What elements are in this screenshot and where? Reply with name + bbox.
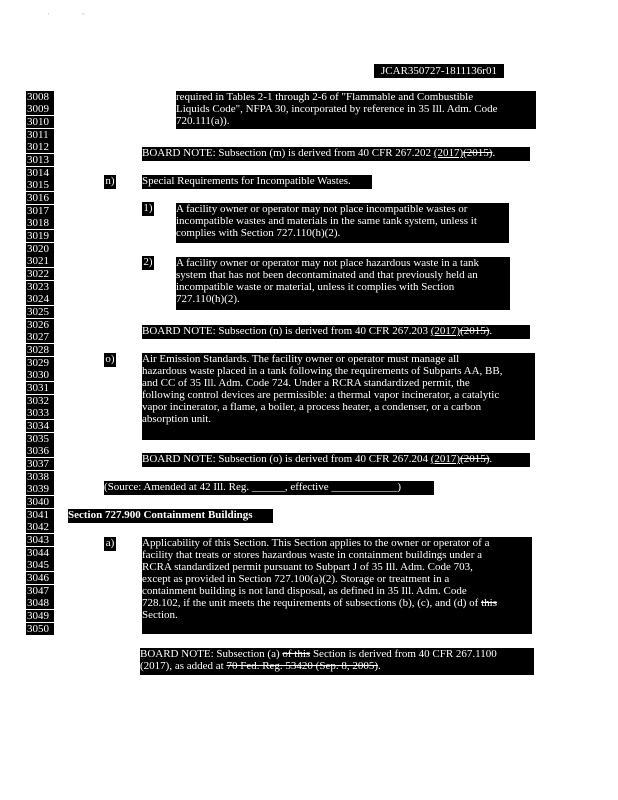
line-number: 3014 <box>26 167 54 179</box>
text-line <box>140 648 534 660</box>
text-line: and CC of 35 Ill. Adm. Code 724. Under a RCRA standardized permit, the <box>142 377 470 389</box>
scan-speck: " <box>82 12 85 20</box>
subsection-label-a: a) <box>105 537 115 549</box>
subsection-label-n2: 2) <box>143 256 153 268</box>
line-number: 3031 <box>26 382 54 394</box>
note-text: . <box>489 453 493 465</box>
note-text: Section is derived from 40 CFR 267.1100 <box>310 648 497 660</box>
line-number: 3042 <box>26 521 54 533</box>
line-number: 3029 <box>26 357 54 369</box>
line-number: 3015 <box>26 179 54 191</box>
line-number: 3017 <box>26 205 54 217</box>
note-text: BOARD NOTE: Subsection (n) is derived from 40 CFR 267.203 <box>142 325 431 337</box>
text-line: incompatible wastes and materials in the same tank system, unless it <box>176 215 477 227</box>
inserted-text: (2017) <box>430 325 461 337</box>
text-line: except as provided in Section 727.100(a)(2). Storage or treatment in a <box>142 573 450 585</box>
line-number: 3045 <box>26 559 54 571</box>
text-line: containment building is not land disposal, as defined in 35 Ill. Adm. Code <box>142 585 467 597</box>
note-text: . <box>492 147 496 159</box>
line-number: 3049 <box>26 610 54 622</box>
line-number: 3024 <box>26 293 54 305</box>
line-number: 3038 <box>26 471 54 483</box>
line-number: 3026 <box>26 319 54 331</box>
line-number: 3028 <box>26 344 54 356</box>
text-line: absorption unit. <box>142 413 212 425</box>
line-number: 3032 <box>26 395 54 407</box>
line-number: 3011 <box>26 129 54 141</box>
line-number: 3019 <box>26 230 54 242</box>
deleted-text: (2015) <box>460 325 490 337</box>
subsection-n2-text <box>176 257 510 310</box>
text-line: following control devices are permissible: a thermal vapor incinerator, a catalytic <box>142 389 500 401</box>
text-line: required in Tables 2-1 through 2-6 of "Flammable and Combustible <box>176 91 474 103</box>
line-number: 3020 <box>26 243 54 255</box>
line-number: 3037 <box>26 458 54 470</box>
line-number: 3016 <box>26 192 54 204</box>
line-number: 3040 <box>26 496 54 508</box>
subsection-label-n: n) <box>105 175 115 187</box>
deleted-text: 70 Fed. Reg. 53420 (Sep. 8, 2005) <box>226 660 378 672</box>
line-number: 3027 <box>26 331 54 343</box>
line-number: 3018 <box>26 217 54 229</box>
line-number: 3009 <box>26 103 54 115</box>
text-line <box>140 660 534 672</box>
line-number: 3010 <box>26 116 54 128</box>
board-note-o <box>142 453 530 467</box>
deleted-text: this <box>481 597 497 609</box>
inserted-text: (2017) <box>430 453 461 465</box>
line-number: 3030 <box>26 369 54 381</box>
subsection-label-o: o) <box>105 353 115 365</box>
deleted-text: (2015) <box>463 147 493 159</box>
note-text: . <box>489 325 493 337</box>
line-number: 3013 <box>26 154 54 166</box>
source-note: (Source: Amended at 42 Ill. Reg. ______, effective ____________) <box>104 481 434 495</box>
subsection-label-n1: 1) <box>143 202 153 214</box>
text-line: Section. <box>142 609 178 621</box>
text-line: 727.110(h)(2). <box>176 293 240 305</box>
text-line: A facility owner or operator may not place incompatible wastes or <box>176 203 468 215</box>
note-text: BOARD NOTE: Subsection (o) is derived from 40 CFR 267.204 <box>142 453 431 465</box>
line-number: 3033 <box>26 407 54 419</box>
line-number: 3050 <box>26 623 54 635</box>
subsection-m-continuation <box>176 91 536 129</box>
line-number: 3044 <box>26 547 54 559</box>
note-text: (2017), as added at <box>140 660 227 672</box>
line-number: 3022 <box>26 268 54 280</box>
text-line: 720.111(a)). <box>176 115 230 127</box>
line-number: 3023 <box>26 281 54 293</box>
line-number: 3047 <box>26 585 54 597</box>
line-number: 3046 <box>26 572 54 584</box>
board-note-m <box>142 147 530 161</box>
line-number: 3036 <box>26 445 54 457</box>
text-line: Liquids Code", NFPA 30, incorporated by reference in 35 Ill. Adm. Code <box>176 103 498 115</box>
line-number: 3041 <box>26 509 54 521</box>
deleted-text: (2015) <box>460 453 490 465</box>
line-number: 3025 <box>26 306 54 318</box>
deleted-text: of this <box>282 648 311 660</box>
text-line: facility that treats or stores hazardous waste in containment buildings under a <box>142 549 482 561</box>
document-id-header: JCAR350727-1811136r01 <box>374 64 504 78</box>
text-line: system that has not been decontaminated and that previously held an <box>176 269 478 281</box>
subsection-a-text <box>142 537 532 634</box>
note-text: BOARD NOTE: Subsection (m) is derived from 40 CFR 267.202 <box>142 147 434 159</box>
inserted-text: (2017) <box>433 147 464 159</box>
section-heading: Section 727.900 Containment Buildings <box>68 509 273 523</box>
line-number: 3012 <box>26 141 54 153</box>
subsection-o-text <box>142 353 535 440</box>
text-line: incompatible waste or material, unless it complies with Section <box>176 281 455 293</box>
note-text: . <box>378 660 381 672</box>
board-note-n <box>142 325 530 339</box>
line-number: 3048 <box>26 597 54 609</box>
subsection-n1-text <box>176 203 509 243</box>
text-line: hazardous waste placed in a tank following the requirements of Subparts AA, BB, <box>142 365 503 377</box>
text-line: vapor incinerator, a flame, a boiler, a process heater, a condenser, or a carbon <box>142 401 482 413</box>
line-number: 3043 <box>26 534 54 546</box>
line-number: 3008 <box>26 91 54 103</box>
text-line: A facility owner or operator may not place hazardous waste in a tank <box>176 257 479 269</box>
note-text: BOARD NOTE: Subsection (a) <box>140 648 283 660</box>
board-note-a <box>140 648 534 675</box>
line-number: 3039 <box>26 483 54 495</box>
text-segment: 728.102, if the unit meets the requirements of subsections (b), (c), and (d) of <box>142 597 479 609</box>
text-line: complies with Section 727.110(h)(2). <box>176 227 341 239</box>
line-number: 3034 <box>26 420 54 432</box>
scan-speck: ' <box>48 12 50 20</box>
line-number: 3021 <box>26 255 54 267</box>
subsection-n-title: Special Requirements for Incompatible Wastes. <box>142 175 372 189</box>
text-line: Air Emission Standards. The facility owner or operator must manage all <box>142 353 460 365</box>
text-line: RCRA standardized permit pursuant to Subpart J of 35 Ill. Adm. Code 703, <box>142 561 473 573</box>
text-line: Applicability of this Section. This Section applies to the owner or operator of a <box>142 537 490 549</box>
line-number: 3035 <box>26 433 54 445</box>
text-line <box>142 597 532 609</box>
